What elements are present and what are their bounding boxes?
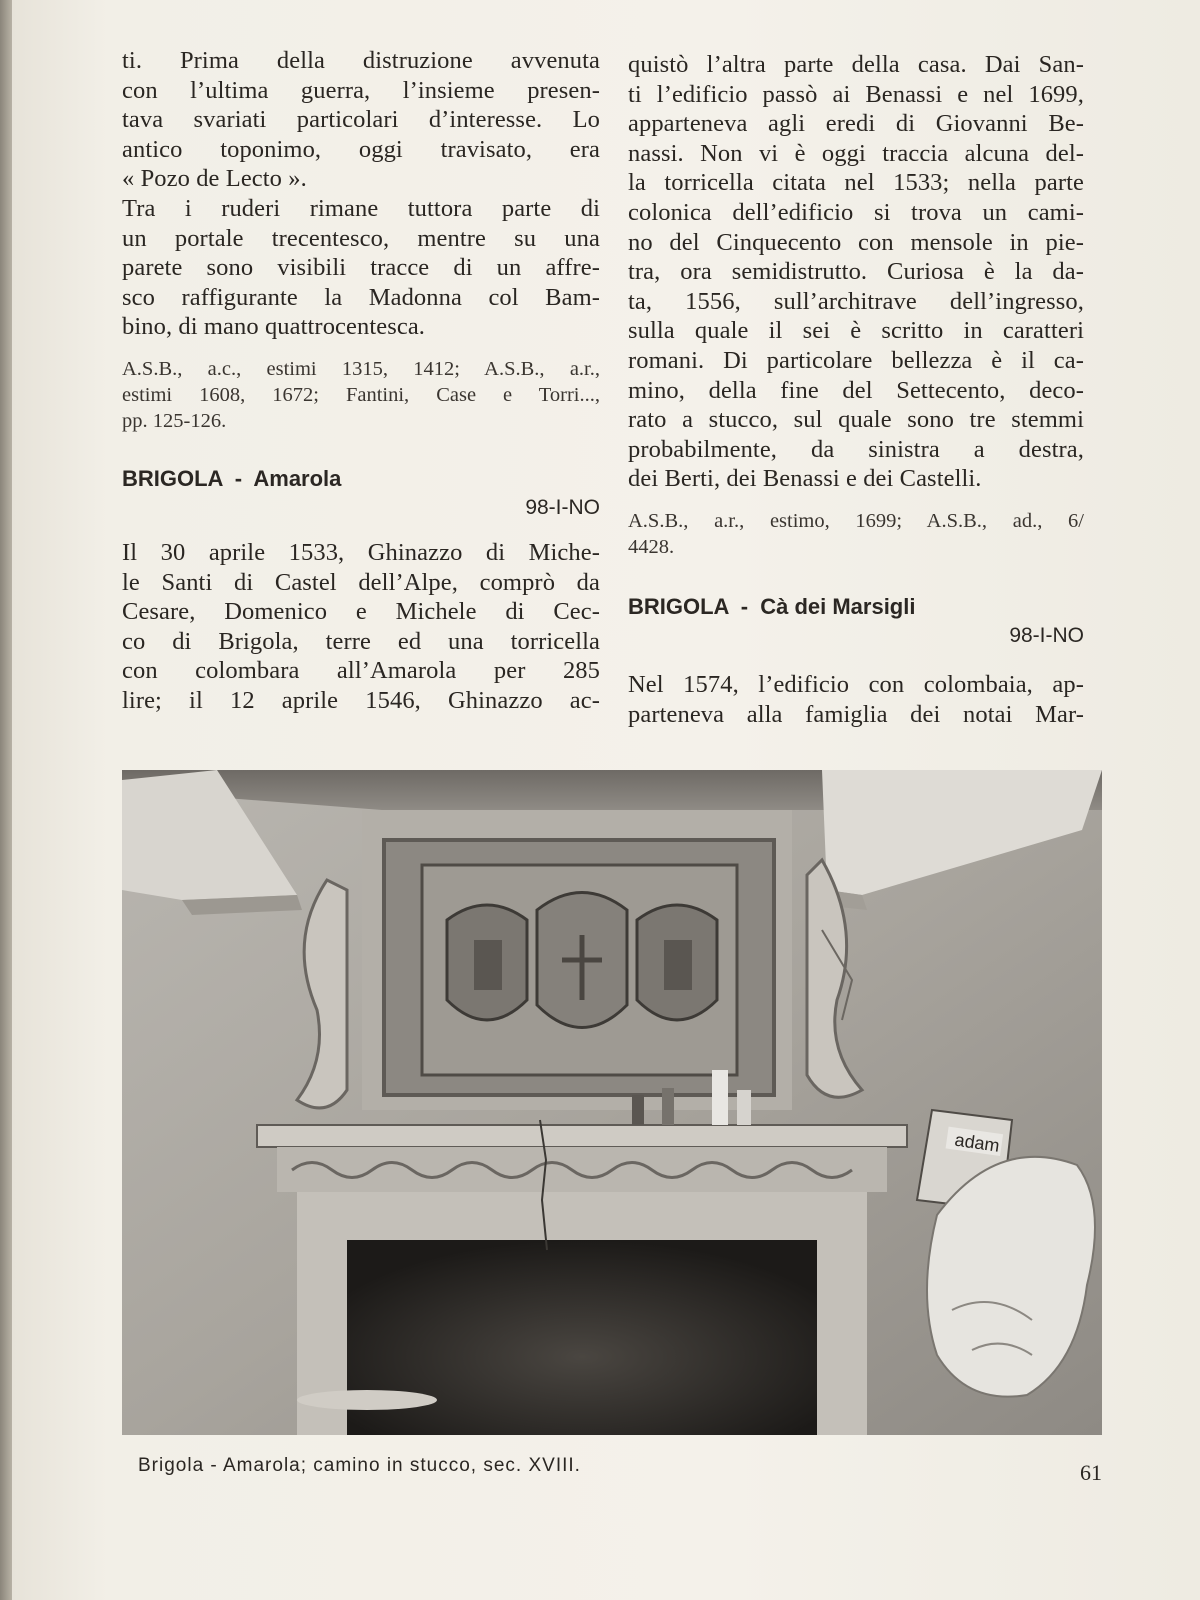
text-line: « Pozo de Lecto ». [122,165,307,193]
text-line: quistò l’altra parte della casa. Dai San- [628,51,1084,78]
entry-map-code: 98-I-NO [1009,623,1084,647]
bottle [737,1090,751,1125]
text-line: sulla quale il sei è scritto in caratteri [628,317,1084,345]
reference-line: A.S.B., a.r., estimo, 1699; A.S.B., ad., 6/ [628,509,1084,532]
entry-place-name: Cà dei Marsigli [760,593,916,619]
entry-title [122,466,600,492]
right-paragraph-1 [628,50,1084,494]
text-line: dei Berti, dei Benassi e dei Castelli. [628,465,982,493]
text-line: antico toponimo, oggi travisato, era [122,135,600,163]
entry-separator: - [234,465,243,491]
bottle [662,1088,674,1125]
reference-line: estimi 1608, 1672; Fantini, Case e Torri..., [122,383,600,406]
text-line: no del Cinquecento con mensole in pie- [628,228,1084,256]
reference-line: pp. 125-126. [122,409,227,432]
left-archival-reference [122,356,600,434]
page-number: 61 [1080,1460,1102,1485]
text-line: Cesare, Domenico e Michele di Cec- [122,598,600,626]
entry-heading-amarola [122,466,600,520]
left-paragraph-1 [122,46,600,194]
text-line: la torricella citata nel 1533; nella parte [628,169,1084,197]
fireplace-illustration [122,770,1102,1435]
text-line: romani. Di particolare bellezza è il ca- [628,346,1084,374]
box-label: adam [953,1129,1001,1156]
text-line: con colombara all’Amarola per 285 [122,657,600,685]
coat-of-arms-left [447,905,527,1020]
text-line: apparteneva agli eredi di Giovanni Be- [628,110,1084,138]
fireplace-photograph [122,770,1102,1435]
left-paragraph-2 [122,194,600,342]
text-line: sco raffigurante la Madonna col Bam- [122,283,600,311]
bottle [632,1095,644,1125]
right-column [628,50,1084,729]
entry-separator: - [740,593,749,619]
text-line: rato a stucco, sul quale sono tre stemmi [628,406,1084,434]
right-archival-reference [628,508,1084,560]
text-line: ta, 1556, sull’architrave dell’ingresso, [628,287,1084,315]
text-line: Nel 1574, l’edificio con colombaia, ap- [628,670,1084,698]
text-line: ti l’edificio passò ai Benassi e nel 1699, [628,80,1084,108]
text-line: mino, della fine del Settecento, deco- [628,376,1084,404]
text-line: tra, ora semidistrutto. Curiosa è la da- [628,258,1084,286]
reference-line: A.S.B., a.c., estimi 1315, 1412; A.S.B., a.r., [122,357,600,380]
entry-map-code: 98-I-NO [525,495,600,519]
text-line: parteneva alla famiglia dei notai Mar- [628,700,1084,728]
left-column [122,46,600,716]
text-line: Il 30 aprile 1533, Ghinazzo di Miche- [122,538,600,566]
entry-heading-ca-dei-marsigli [628,594,1084,648]
text-line: colonica dell’edificio si trova un cami- [628,198,1084,226]
photo-caption: Brigola - Amarola; camino in stucco, sec. XVIII. [138,1455,581,1476]
carved-frieze [277,1147,887,1192]
text-line: nassi. Non vi è oggi traccia alcuna del- [628,139,1084,167]
text-line: bino, di mano quattrocentesca. [122,313,426,341]
coat-of-arms-right [637,905,717,1020]
text-line: ti. Prima della distruzione avvenuta [122,47,600,74]
text-line: parete sono visibili tracce di un affre- [122,254,600,282]
text-line: co di Brigola, terre ed una torricella [122,627,600,655]
text-line: Tra i ruderi rimane tuttora parte di [122,194,600,222]
mantel-shelf [257,1125,907,1147]
entry-locality-name: BRIGOLA [122,465,223,491]
entry-title [628,594,1084,620]
entry-locality-name: BRIGOLA [628,593,729,619]
bottle [712,1070,728,1125]
text-line: le Santi di Castel dell’Alpe, comprò da [122,568,600,596]
text-line: un portale trecentesco, mentre su una [122,224,600,252]
entry-place-name: Amarola [253,465,342,491]
reference-line: 4428. [628,535,675,558]
text-line: probabilmente, da sinistra a destra, [628,435,1084,463]
coat-of-arms-center [537,893,627,1028]
right-paragraph-2 [628,670,1084,729]
pot [297,1390,437,1410]
left-paragraph-3 [122,538,600,716]
text-line: con l’ultima guerra, l’insieme presen- [122,76,600,104]
text-line: lire; il 12 aprile 1546, Ghinazzo ac- [122,686,600,714]
text-line: tava svariati particolari d’interesse. Lo [122,106,600,134]
